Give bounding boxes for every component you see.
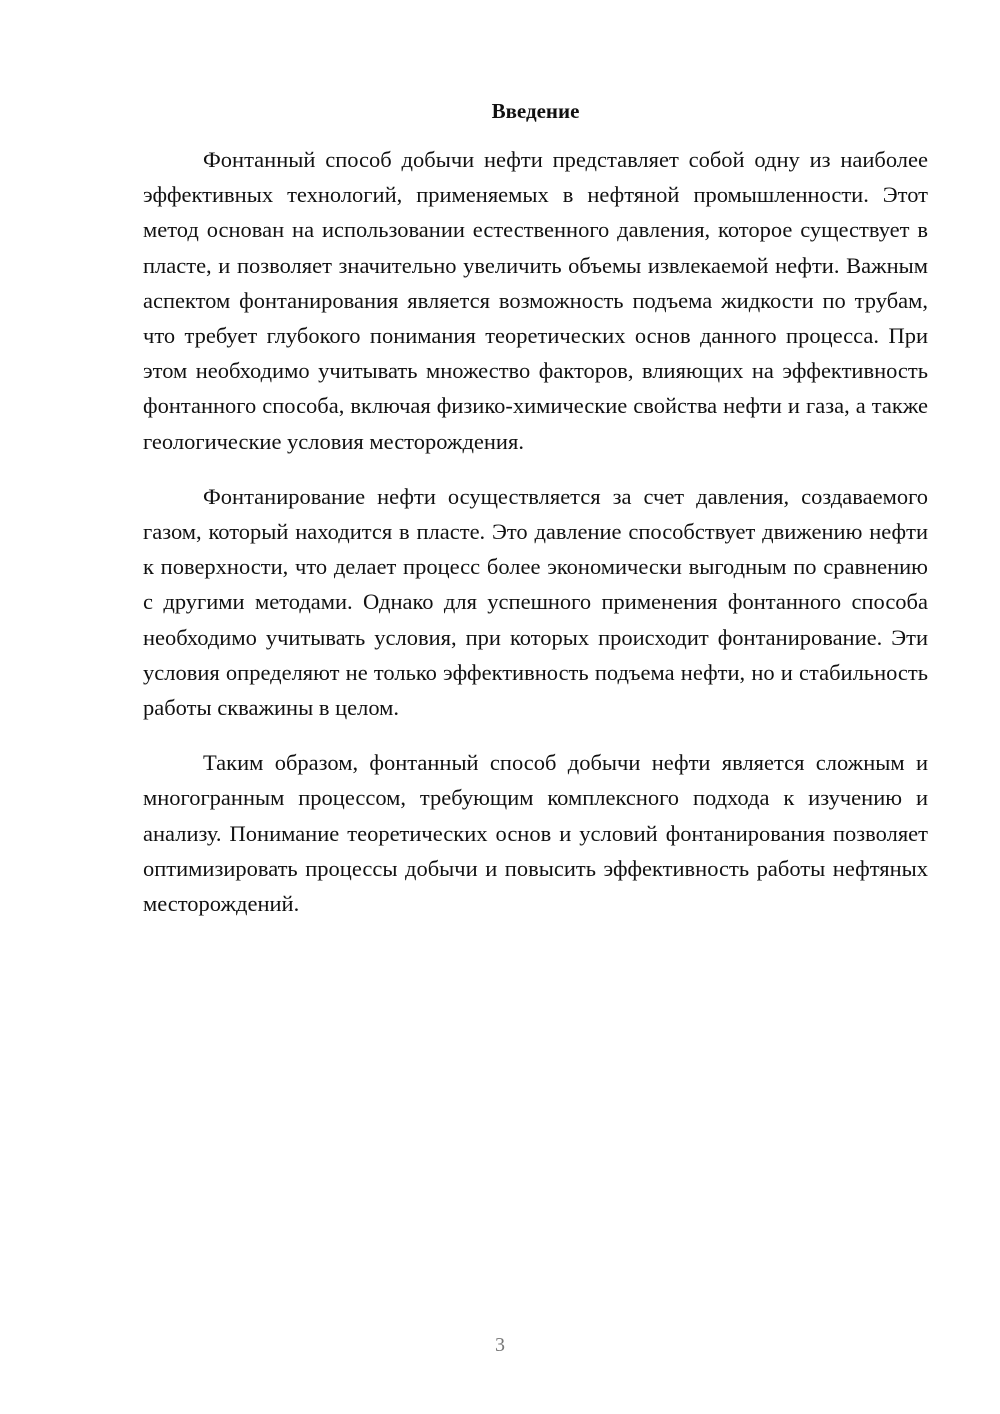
paragraph-2: Фонтанирование нефти осуществляется за счет давления, создаваемого газом, который находится в пласте. Это давление способствует движению нефти к поверхности, что делает процесс более экономически выгодным по сравнению с другими методами. Однако для успешного применения фонтанного способа необходимо учитывать условия, при которых происходит фонтанирование. Эти условия определяют не только эффективность подъема нефти, но и стабильность работы скважины в целом. [143,483,928,721]
page-number: 3 [495,1334,505,1356]
document-body [143,96,928,941]
paragraph-3: Таким образом, фонтанный способ добычи нефти является сложным и многогранным процессом, требующим комплексного подхода к изучению и анализу. Понимание теоретических основ и условий фонтанирования позволяет оптимизировать процессы добычи и повысить эффективность работы нефтяных месторождений. [143,750,928,917]
paragraph-1: Фонтанный способ добычи нефти представляет собой одну из наиболее эффективных технологий, применяемых в нефтяной промышленности. Этот метод основан на использовании естественного давления, которое существует в пласте, и позволяет значительно увеличить объемы извлекаемой нефти. Важным аспектом фонтанирования является возможность подъема жидкости по трубам, что требует глубокого понимания теоретических основ данного процесса. При этом необходимо учитывать множество факторов, влияющих на эффективность фонтанного способа, включая физико-химические свойства нефти и газа, а также геологические условия месторождения. [143,147,928,454]
section-title: Введение [491,99,580,123]
